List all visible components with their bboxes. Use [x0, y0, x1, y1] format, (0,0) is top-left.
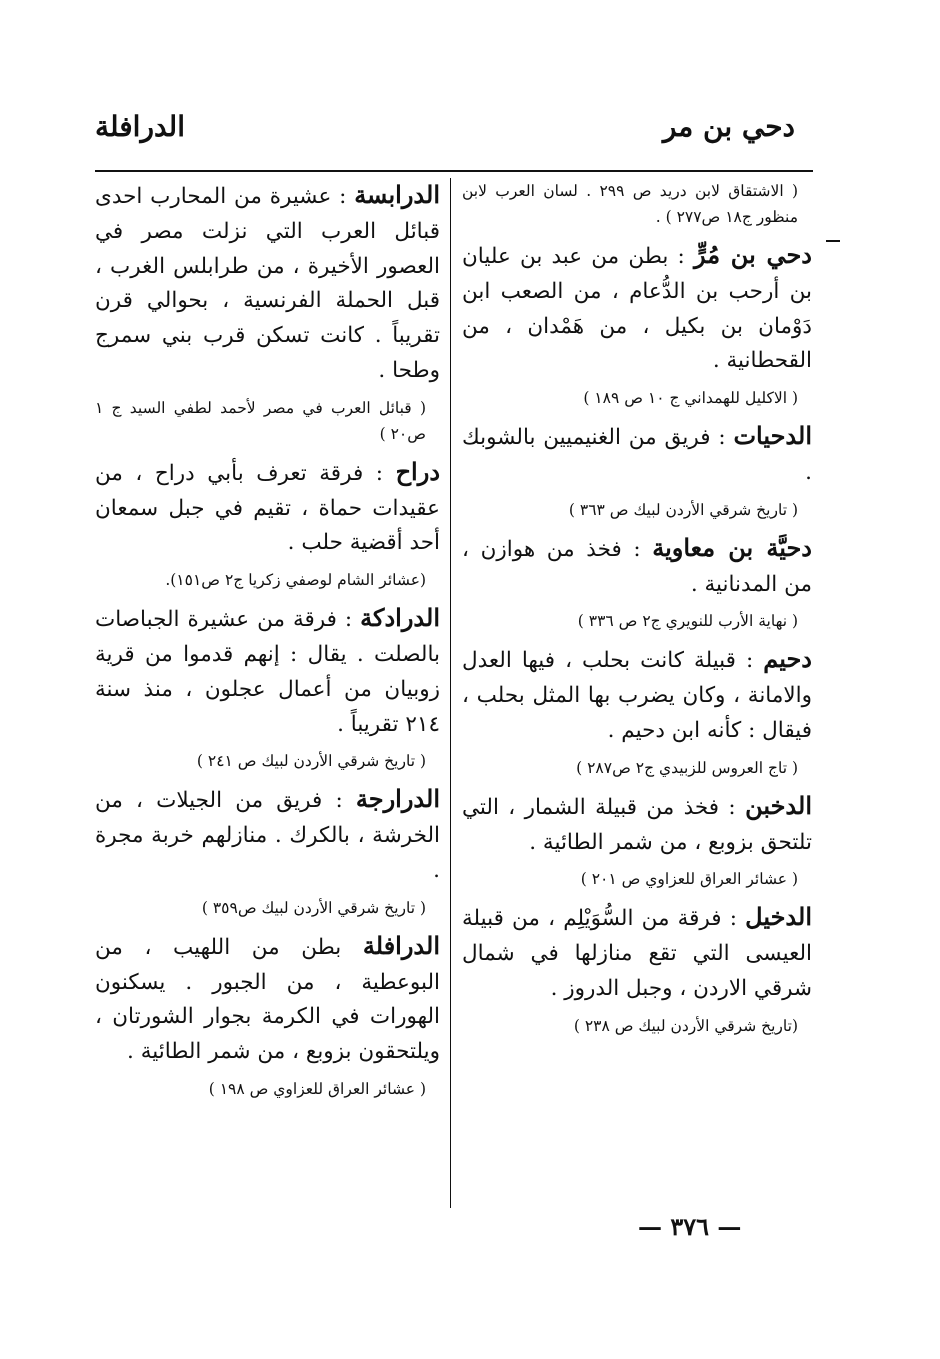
entry-reference: (تاريخ شرقي الأردن لبيك ص ٢٣٨ ) — [573, 1016, 798, 1035]
entry-body: : فرقة من السُّوَيْلِم ، من قبيلة العيسى التي تقع منازلها في شمال شرقي الاردن ، وجبل الدروز . — [462, 906, 812, 1001]
entry-term: دحيَّة بن معاوية — [652, 532, 812, 562]
entry-reference: ( نهاية الأرب للنويري ج٢ ص ٣٣٦ ) — [577, 612, 798, 631]
header-rule — [95, 170, 813, 172]
entry-daradika — [95, 601, 440, 742]
page-header — [95, 110, 795, 160]
page-number: — ٣٧٦ — — [638, 1212, 742, 1241]
entry-term: الدخبن — [745, 790, 812, 820]
entry-body: بطن من اللهيب ، من البوعطية ، من الجبور . يسكنون الهورات في الكرمة بجوار الشورتان ، ويلتحقون بزوبع ، من شمر الطائية . — [95, 934, 440, 1065]
entry-dakhban — [462, 789, 812, 861]
entry-term: الدرادكة — [360, 603, 440, 633]
entry-body: : عشيرة من المحارب احدى قبائل العرب التي نزلت مصر في العصور الأخيرة ، من طرابلس الغرب ، قبل الحملة الفرنسية ، بحوالي قرن تقريباً . كانت تسكن قرب بني سمرج وطحا . — [95, 184, 440, 383]
entry-reference: ( تاريخ شرقي الأردن لبيك ص ٣٦٣ ) — [568, 500, 798, 519]
header-right-title: دحي بن مر — [662, 110, 795, 143]
entry-reference: ( قبائل العرب في مصر لأحمد لطفي السيد ج ١ ص٢٠ ) — [95, 398, 426, 443]
entry-darabisa — [95, 178, 440, 389]
entry-reference: ( تاج العروس للزبيدي ج٢ ص٢٨٧ ) — [576, 758, 798, 777]
entry-term: الدخيل — [745, 902, 812, 932]
entry-body: : فرقة تعرف بأبي دراح ، من عقيدات حماة ، تقيم في جبل سمعان أحد أقضية حلب . — [95, 460, 440, 556]
entry-darrah — [95, 455, 440, 561]
entry-body: : فخذ من هوازن ، من المدنانية . — [462, 536, 812, 597]
entry-reference: (عشائر الشام لوصفي زكريا ج٢ ص١٥١). — [165, 571, 426, 590]
entry-term: دحي بن مُرٍّ — [694, 240, 812, 269]
entry-reference: ( تاريخ شرقي الأردن لبيك ص ٢٤١ ) — [196, 752, 426, 771]
entry-darafila — [95, 929, 440, 1070]
entry-body: : فرقة من عشيرة الجباصات بالصلت . يقال : إنهم قدموا من قرية زوبيان من أعمال عجلون ، منذ سنة ٢١٤ تقريباً . — [95, 607, 440, 737]
entry-duhaym — [462, 642, 812, 748]
entry-reference: ( عشائر العراق للعزاوي ص ٢٠١ ) — [580, 870, 798, 889]
entry-term: الدرافلة — [362, 930, 440, 960]
entry-dahiyat — [462, 419, 812, 491]
entry-reference: ( تاريخ شرقي الأردن لبيك ص٣٥٩ ) — [201, 898, 426, 917]
right-column — [462, 178, 812, 1047]
top-reference: ( الاشتقاق لابن دريد ص ٢٩٩ . لسان العرب لابن منظور ج١٨ ص٢٧٧ ) . — [462, 182, 798, 226]
entry-dahiyya — [462, 531, 812, 603]
entry-dakhil — [462, 900, 812, 1006]
entry-body: : فريق من الجيلات ، من الخرشة ، بالكرك . منازلهم خربة مجرة . — [95, 788, 440, 883]
entry-dahi-bin-murr — [462, 238, 812, 379]
entry-reference: ( الاكليل للهمداني ج ١٠ ص ١٨٩ ) — [583, 389, 798, 408]
entry-dararija — [95, 782, 440, 888]
header-left-title: الدرافلة — [95, 110, 185, 143]
entry-term: دراح — [395, 456, 440, 486]
margin-mark — [826, 240, 840, 242]
left-column — [95, 178, 440, 1110]
entry-term: الدرارجة — [355, 784, 440, 814]
entry-body: : فريق من الغنيميين بالشوبك . — [462, 425, 812, 485]
column-divider — [450, 178, 451, 1208]
entry-term: الدحيات — [733, 421, 812, 451]
entry-term: الدرابسة — [354, 180, 440, 209]
entry-term: دحيم — [763, 644, 812, 674]
entry-reference: ( عشائر العراق للعزاوي ص ١٩٨ ) — [208, 1079, 426, 1098]
entry-body: : بطن من عبد بن عليان بن أرحب بن الدُّعام ، من الصعب ابن دَوْمان بن بكيل ، من هَمْدان ، من القحطانية . — [462, 244, 812, 374]
entry-body: : فخذ من قبيلة الشمار ، التي تلتحق بزوبع ، من شمر الطائية . — [462, 794, 812, 855]
entry-body: : قبيلة كانت بحلب ، فيها العدل والامانة ، وكان يضرب بها المثل بحلب ، فيقال : كأنه ابن دحيم . — [462, 648, 812, 743]
